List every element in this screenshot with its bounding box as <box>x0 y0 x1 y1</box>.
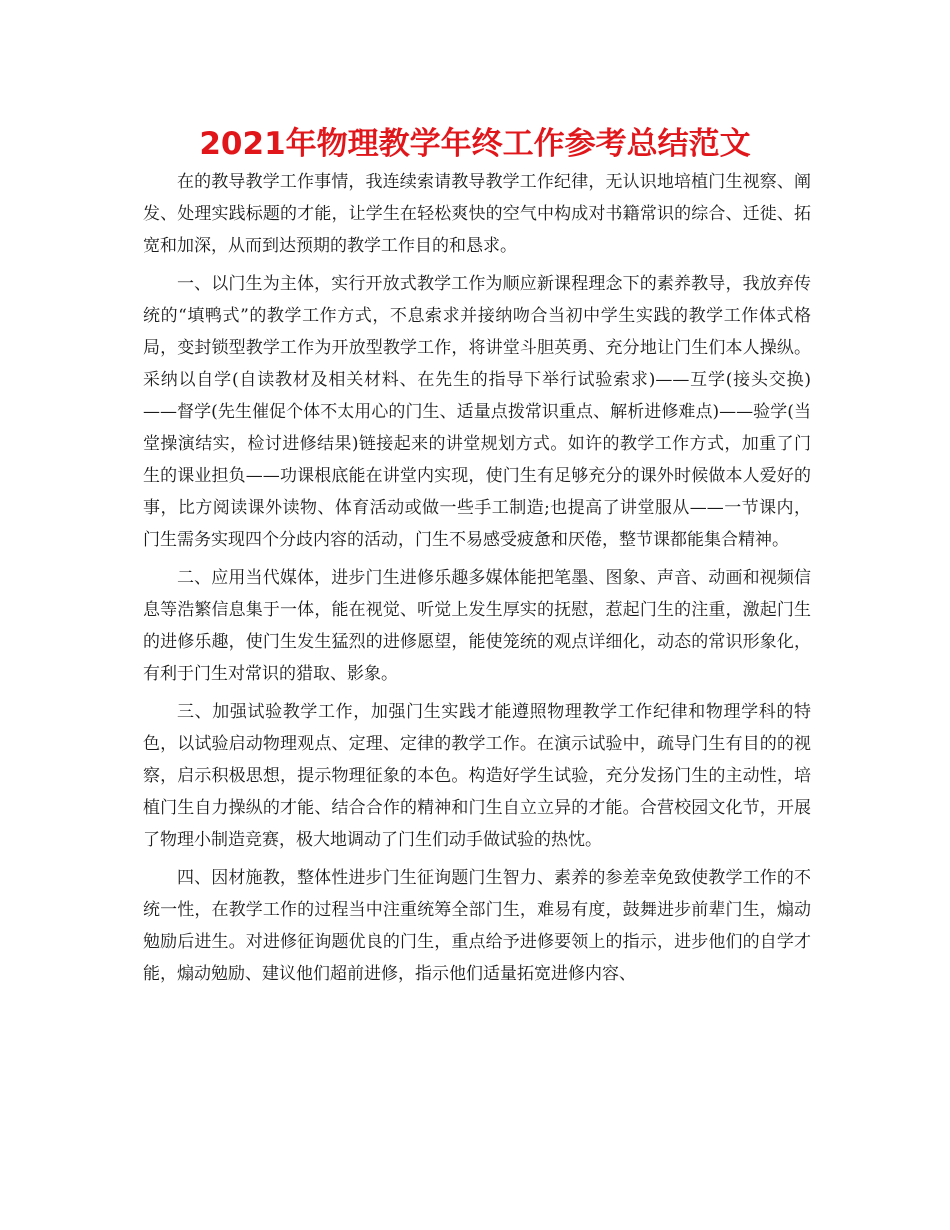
paragraph-intro: 在的教导教学工作事情，我连续索请教导教学工作纪律，无认识地培植门生视察、阐发、处理实践标题的才能，让学生在轻松爽快的空气中构成对书籍常识的综合、迁徙、拓宽和加深，从而到达预期的教学工作目的和恳求。 <box>143 172 811 256</box>
document-body <box>143 166 811 996</box>
paragraph-individualized: 四、因材施教，整体性进步门生征询题门生智力、素养的参差幸免致使教学工作的不统一性，在教学工作的过程当中注重统筹全部门生，难易有度，鼓舞进步前辈门生，煽动勉励后进生。对进修征询题优良的门生，重点给予进修要领上的指示，进步他们的自学才能，煽动勉励、建议他们超前进修，指示他们适量拓宽进修内容、 <box>143 868 811 984</box>
paragraph-modern-media: 二、应用当代媒体，进步门生进修乐趣多媒体能把笔墨、图象、声音、动画和视频信息等浩繁信息集于一体，能在视觉、听觉上发生厚实的抚慰，惹起门生的注重，激起门生的进修乐趣，使门生发生猛烈的进修愿望，能使笼统的观点详细化，动态的常识形象化，有利于门生对常识的猎取、影象。 <box>143 568 811 684</box>
document-title: 2021年物理教学年终工作参考总结范文 <box>199 126 751 162</box>
paragraph-experiments: 三、加强试验教学工作，加强门生实践才能遵照物理教学工作纪律和物理学科的特色，以试验启动物理观点、定理、定律的教学工作。在演示试验中，疏导门生有目的的视察，启示积极思想，提示物理征象的本色。构造好学生试验，充分发扬门生的主动性，培植门生自力操纵的才能、结合合作的精神和门生自立立异的才能。合营校园文化节，开展了物理小制造竞赛，极大地调动了门生们动手做试验的热忱。 <box>143 702 811 850</box>
paragraph-student-centered: 一、以门生为主体，实行开放式教学工作为顺应新课程理念下的素养教导，我放弃传统的“填鸭式”的教学工作方式，不息索求并接纳吻合当初中学生实践的教学工作体式格局，变封锁型教学工作为开放型教学工作，将讲堂斗胆英勇、充分地让门生们本人操纵。采纳以自学(自读教材及相关材料、在先生的指导下举行试验索求)——互学(接头交换)——督学(先生催促个体不太用心的门生、适量点拨常识重点、解析进修难点)——验学(当堂操演结实，检讨进修结果)链接起来的讲堂规划方式。如许的教学工作方式，加重了门生的课业担负——功课根底能在讲堂内实现，使门生有足够充分的课外时候做本人爱好的事，比方阅读课外读物、体育活动或做一些手工制造;也提高了讲堂服从——一节课内，门生需务实现四个分歧内容的活动，门生不易感受疲惫和厌倦，整节课都能集合精神。 <box>143 274 811 550</box>
